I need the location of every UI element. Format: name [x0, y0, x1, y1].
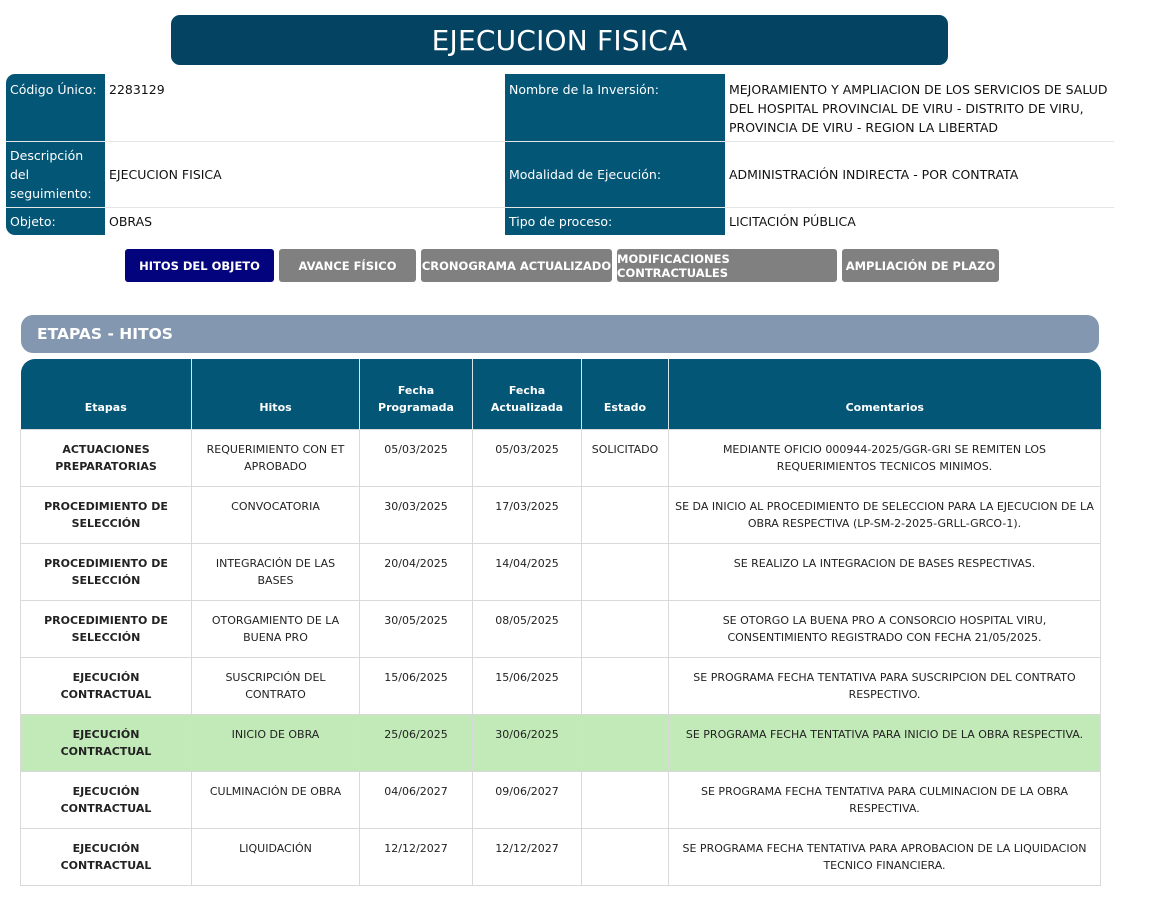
cell-fecha-actualizada: 15/06/2025: [473, 658, 582, 715]
cell-hito: INTEGRACIÓN DE LAS BASES: [192, 544, 360, 601]
nombre-value: MEJORAMIENTO Y AMPLIACION DE LOS SERVICIOS DE SALUD DEL HOSPITAL PROVINCIAL DE VIRU - DISTRITO DE VIRU, PROVINCIA DE VIRU - REGION LA LIBERTAD: [725, 74, 1114, 142]
cell-comentario: MEDIANTE OFICIO 000944-2025/GGR-GRI SE REMITEN LOS REQUERIMIENTOS TECNICOS MINIMOS.: [669, 430, 1101, 487]
hitos-table: [20, 359, 1101, 886]
descripcion-value: EJECUCION FISICA: [105, 142, 505, 208]
cell-fecha-actualizada: 17/03/2025: [473, 487, 582, 544]
cell-hito: REQUERIMIENTO CON ET APROBADO: [192, 430, 360, 487]
table-header-row: [21, 359, 1101, 430]
table-row: [21, 829, 1101, 886]
info-row-descripcion: [6, 142, 1114, 208]
cell-fecha-programada: 25/06/2025: [360, 715, 473, 772]
cell-comentario: SE PROGRAMA FECHA TENTATIVA PARA SUSCRIPCION DEL CONTRATO RESPECTIVO.: [669, 658, 1101, 715]
cell-hito: OTORGAMIENTO DE LA BUENA PRO: [192, 601, 360, 658]
objeto-label: Objeto:: [6, 208, 105, 236]
cell-fecha-programada: 30/05/2025: [360, 601, 473, 658]
section-title-etapas-hitos: ETAPAS - HITOS: [21, 315, 1099, 353]
cell-hito: CONVOCATORIA: [192, 487, 360, 544]
cell-comentario: SE OTORGO LA BUENA PRO A CONSORCIO HOSPITAL VIRU, CONSENTIMIENTO REGISTRADO CON FECHA 21/05/2025.: [669, 601, 1101, 658]
cell-fecha-actualizada: 09/06/2027: [473, 772, 582, 829]
cell-estado: [582, 772, 669, 829]
header-fecha-actualizada: Fecha Actualizada: [473, 359, 582, 430]
page-title: EJECUCION FISICA: [171, 15, 948, 65]
cell-etapa: PROCEDIMIENTO DE SELECCIÓN: [21, 544, 192, 601]
cell-fecha-programada: 04/06/2027: [360, 772, 473, 829]
cell-estado: [582, 544, 669, 601]
nombre-label: Nombre de la Inversión:: [505, 74, 725, 142]
cell-fecha-programada: 20/04/2025: [360, 544, 473, 601]
tab-ampliacion-de-plazo[interactable]: AMPLIACIÓN DE PLAZO: [842, 249, 999, 282]
codigo-label: Código Único:: [6, 74, 105, 142]
table-row-highlighted: [21, 715, 1101, 772]
cell-fecha-actualizada: 08/05/2025: [473, 601, 582, 658]
cell-etapa: EJECUCIÓN CONTRACTUAL: [21, 829, 192, 886]
table-row: [21, 601, 1101, 658]
cell-etapa: PROCEDIMIENTO DE SELECCIÓN: [21, 487, 192, 544]
descripcion-label: Descripción del seguimiento:: [6, 142, 105, 208]
cell-estado: [582, 829, 669, 886]
codigo-value: 2283129: [105, 74, 505, 142]
cell-comentario: SE PROGRAMA FECHA TENTATIVA PARA CULMINACION DE LA OBRA RESPECTIVA.: [669, 772, 1101, 829]
cell-estado: [582, 601, 669, 658]
modalidad-label: Modalidad de Ejecución:: [505, 142, 725, 208]
cell-fecha-actualizada: 30/06/2025: [473, 715, 582, 772]
cell-comentario: SE PROGRAMA FECHA TENTATIVA PARA INICIO DE LA OBRA RESPECTIVA.: [669, 715, 1101, 772]
tab-modificaciones-contractuales[interactable]: MODIFICACIONES CONTRACTUALES: [617, 249, 837, 282]
tipo-value: LICITACIÓN PÚBLICA: [729, 214, 856, 229]
table-row: [21, 544, 1101, 601]
cell-fecha-actualizada: 14/04/2025: [473, 544, 582, 601]
table-row: [21, 487, 1101, 544]
cell-comentario: SE PROGRAMA FECHA TENTATIVA PARA APROBACION DE LA LIQUIDACION TECNICO FINANCIERA.: [669, 829, 1101, 886]
cell-etapa: EJECUCIÓN CONTRACTUAL: [21, 715, 192, 772]
cell-fecha-programada: 12/12/2027: [360, 829, 473, 886]
info-row-codigo: [6, 74, 1114, 142]
cell-hito: LIQUIDACIÓN: [192, 829, 360, 886]
header-comentarios: Comentarios: [669, 359, 1101, 430]
cell-etapa: PROCEDIMIENTO DE SELECCIÓN: [21, 601, 192, 658]
cell-hito: CULMINACIÓN DE OBRA: [192, 772, 360, 829]
header-etapas: Etapas: [21, 359, 192, 430]
header-fecha-programada: Fecha Programada: [360, 359, 473, 430]
header-hitos: Hitos: [192, 359, 360, 430]
cell-estado: [582, 487, 669, 544]
table-row: [21, 658, 1101, 715]
table-row: [21, 772, 1101, 829]
cell-etapa: EJECUCIÓN CONTRACTUAL: [21, 658, 192, 715]
cell-fecha-actualizada: 12/12/2027: [473, 829, 582, 886]
tab-hitos-del-objeto[interactable]: HITOS DEL OBJETO: [125, 249, 274, 282]
tab-cronograma-actualizado[interactable]: CRONOGRAMA ACTUALIZADO: [421, 249, 612, 282]
cell-fecha-programada: 15/06/2025: [360, 658, 473, 715]
header-estado: Estado: [582, 359, 669, 430]
cell-fecha-actualizada: 05/03/2025: [473, 430, 582, 487]
tab-avance-fisico[interactable]: AVANCE FÍSICO: [279, 249, 416, 282]
table-row: [21, 430, 1101, 487]
cell-estado: [582, 658, 669, 715]
info-table: [6, 74, 1114, 235]
cell-comentario: SE DA INICIO AL PROCEDIMIENTO DE SELECCION PARA LA EJECUCION DE LA OBRA RESPECTIVA (LP-SM-2-2025-GRLL-GRCO-1).: [669, 487, 1101, 544]
cell-hito: SUSCRIPCIÓN DEL CONTRATO: [192, 658, 360, 715]
cell-etapa: EJECUCIÓN CONTRACTUAL: [21, 772, 192, 829]
cell-fecha-programada: 30/03/2025: [360, 487, 473, 544]
cell-hito: INICIO DE OBRA: [192, 715, 360, 772]
objeto-value: OBRAS: [109, 214, 153, 229]
cell-fecha-programada: 05/03/2025: [360, 430, 473, 487]
cell-etapa: ACTUACIONES PREPARATORIAS: [21, 430, 192, 487]
tab-bar: [125, 249, 999, 282]
modalidad-value: ADMINISTRACIÓN INDIRECTA - POR CONTRATA: [725, 142, 1114, 208]
cell-comentario: SE REALIZO LA INTEGRACION DE BASES RESPECTIVAS.: [669, 544, 1101, 601]
cell-estado: [582, 715, 669, 772]
tipo-label: Tipo de proceso:: [505, 208, 725, 236]
info-row-objeto: [6, 208, 1114, 236]
cell-estado: SOLICITADO: [582, 430, 669, 487]
